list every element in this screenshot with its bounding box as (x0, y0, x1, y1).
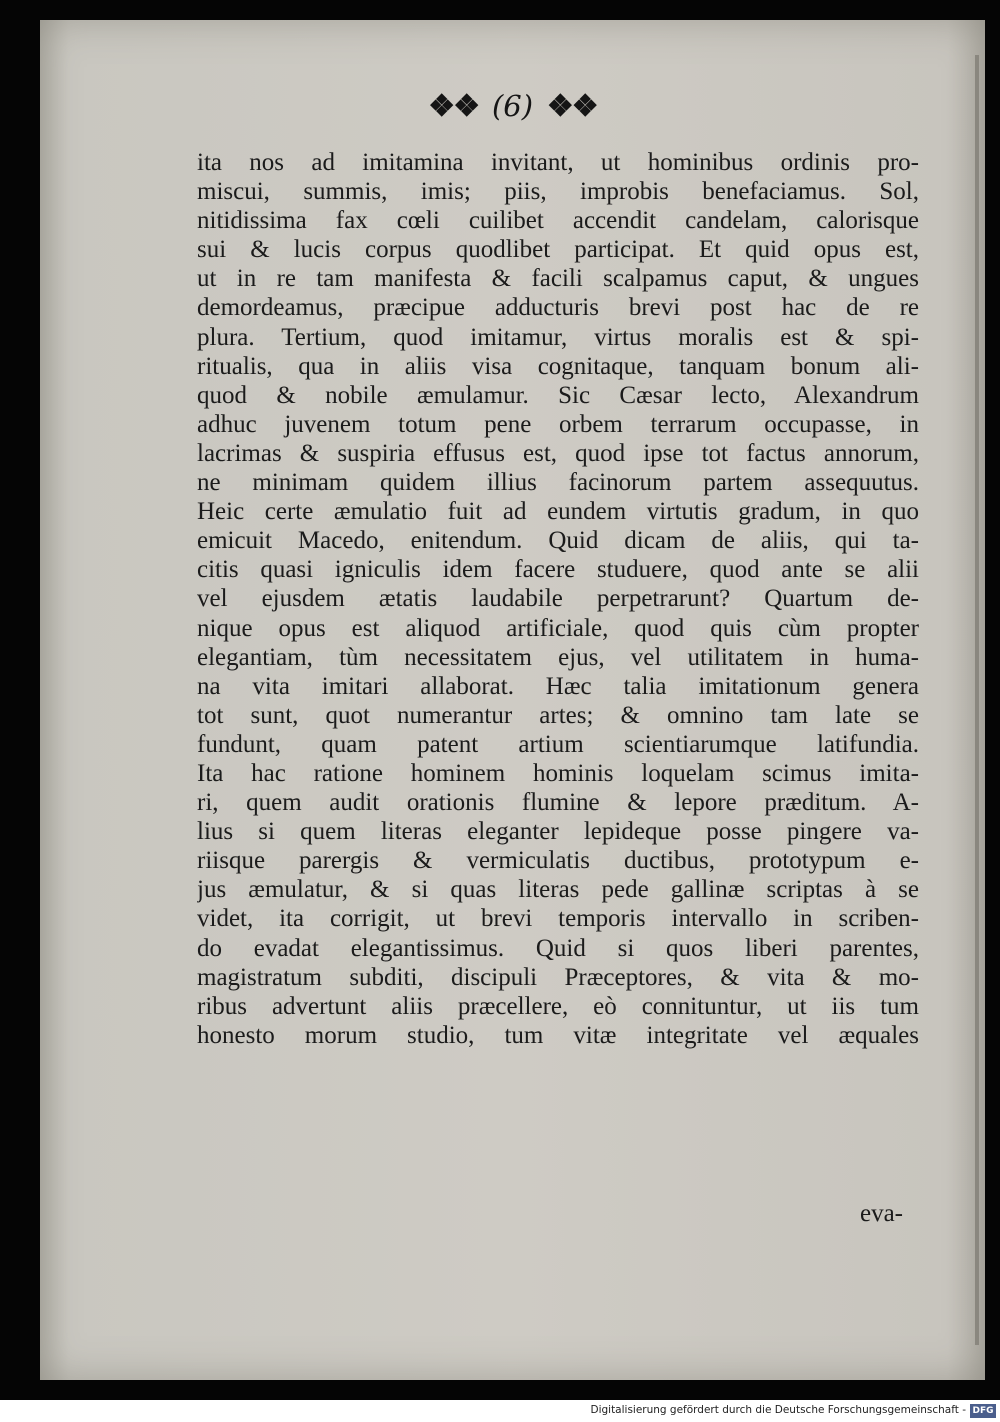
text-line: Heic certe æmulatio fuit ad eundem virtutis gradum, in quo (197, 498, 919, 526)
text-line: ri, quem audit orationis flumine & lepore præditum. A- (197, 789, 919, 817)
text-line: Ita hac ratione hominem hominis loquelam scimus imita- (197, 759, 919, 787)
text-line: miscui, summis, imis; piis, improbis benefaciamus. Sol, (197, 178, 919, 206)
page-edge-shadow (975, 55, 979, 1345)
text-line: honesto morum studio, tum vitæ integritate vel æquales (197, 1021, 919, 1049)
text-line: videt, ita corrigit, ut brevi temporis intervallo in scriben- (197, 905, 919, 933)
text-line: vel ejusdem ætatis laudabile perpetrarunt? Quartum de- (197, 585, 919, 613)
text-line: nique opus est aliquod artificiale, quod quis cùm propter (197, 614, 919, 642)
text-line: ut in re tam manifesta & facili scalpamus caput, & ungues (197, 265, 919, 293)
body-text (197, 148, 919, 1050)
text-line: quod & nobile æmulamur. Sic Cæsar lecto, Alexandrum (197, 381, 919, 409)
text-line: ribus advertunt aliis præcellere, eò connituntur, ut iis tum (197, 992, 919, 1020)
text-line: emicuit Macedo, enitendum. Quid dicam de aliis, qui ta- (197, 527, 919, 555)
text-line: elegantiam, tùm necessitatem ejus, vel utilitatem in huma- (197, 643, 919, 671)
text-line: riisque parergis & vermiculatis ductibus, prototypum e- (197, 847, 919, 875)
text-line: na vita imitari allaborat. Hæc talia imitationum genera (197, 672, 919, 700)
text-line: tot sunt, quot numerantur artes; & omnino tam late se (197, 701, 919, 729)
text-line: plura. Tertium, quod imitamur, virtus moralis est & spi- (197, 323, 919, 351)
text-line: magistratum subditi, discipuli Præceptores, & vita & mo- (197, 963, 919, 991)
text-line: ritualis, qua in aliis visa cognitaque, tanquam bonum ali- (197, 352, 919, 380)
text-line: citis quasi igniculis idem facere studuere, quod ante se alii (197, 556, 919, 584)
text-line: ne minimam quidem illius facinorum partem assequutus. (197, 469, 919, 497)
text-line: jus æmulatur, & si quas literas pede gallinæ scriptas à se (197, 876, 919, 904)
footer-bar (0, 1400, 1000, 1422)
ornament-right-icon: ❖❖ (546, 89, 597, 124)
funding-notice: Digitalisierung gefördert durch die Deutsche Forschungsgemeinschaft - (590, 1404, 966, 1416)
text-line: fundunt, quam patent artium scientiarumque latifundia. (197, 730, 919, 758)
text-line: do evadat elegantissimus. Quid si quos liberi parentes, (197, 934, 919, 962)
catchword: eva- (859, 1200, 903, 1227)
text-line: demordeamus, præcipue adducturis brevi post hac de re (197, 294, 919, 322)
text-line: nitidissima fax cœli cuilibet accendit candelam, calorisque (197, 207, 919, 235)
page-header (40, 88, 985, 124)
book-page (40, 20, 985, 1380)
text-line: lacrimas & suspiria effusus est, quod ipse tot factus annorum, (197, 439, 919, 467)
text-line: lius si quem literas eleganter lepideque posse pingere va- (197, 818, 919, 846)
page-number: (6) (491, 89, 534, 123)
text-line: adhuc juvenem totum pene orbem terrarum occupasse, in (197, 410, 919, 438)
ornament-left-icon: ❖❖ (428, 89, 479, 124)
text-line: ita nos ad imitamina invitant, ut hominibus ordinis pro- (197, 149, 919, 176)
text-line: sui & lucis corpus quodlibet participat. Et quid opus est, (197, 236, 919, 264)
dfg-logo: DFG (970, 1404, 996, 1418)
